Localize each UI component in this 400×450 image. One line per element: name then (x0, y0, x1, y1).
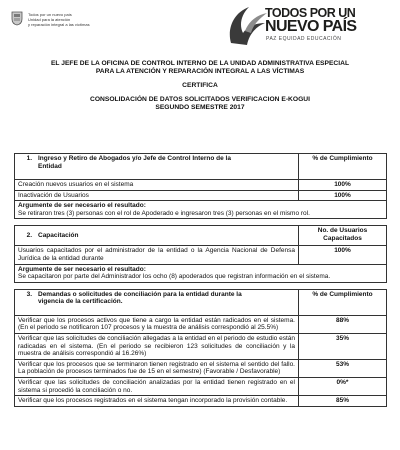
subtitle-line-2: SEGUNDO SEMESTRE 2017 (155, 104, 245, 111)
argument-label: Argumente de ser necesario el resultado: (18, 265, 146, 273)
logo-slogan-top: TODOS POR UN (265, 6, 356, 20)
logo-slogan-main: NUEVO PAÍS (265, 18, 357, 35)
row-text: Verificar que las solicitudes de conciliación allegadas a la entidad en el periodo de estudio están radicadas en el sistema. (En el periodo se recibieron 123 solicitudes de conciliación y la muestra de análisis correspondió al 16.26%) (15, 333, 299, 359)
row-text: Verificar que los procesos registrados en el sistema tengan incorporado la provisión contable. (15, 396, 299, 407)
table-row (15, 333, 387, 359)
argument-cell (15, 201, 387, 219)
title-line-2: PARA LA ATENCIÓN Y REPARACIÓN INTEGRAL A LAS VÍCTIMAS (95, 68, 305, 75)
section-2-argument (15, 264, 387, 282)
row-value: 100% (299, 190, 387, 201)
row-text: Verificar que los procesos que se terminaron tienen registrado en el sistema el sentido del fallo. La población de procesos terminados fue de 15 en el semestre) (Favorable / Desfavorable) (15, 359, 299, 377)
row-value: 35% (299, 333, 387, 359)
row-text: Usuarios capacitados por el administrador de la entidad o la Agencia Nacional de Defensa Jurídica de la entidad durante (15, 246, 299, 264)
table-row (15, 180, 387, 191)
document-header (0, 0, 400, 52)
row-text: Verificar que las solicitudes de conciliación analizadas por la entidad tienen registrado en el sistema si procedió la conciliación o no. (15, 377, 299, 395)
table-row (15, 315, 387, 333)
row-value: 100% (299, 246, 387, 264)
section-1-argument (15, 201, 387, 219)
spacer-row (15, 282, 387, 289)
table-row (15, 377, 387, 395)
section-2-title: 2. Capacitación (15, 226, 299, 246)
unit-logo-text: Todos por un nuevo país Unidad para la atención y reparación integral a las víctimas (28, 12, 90, 27)
argument-text: Se capacitaron por parte del Administrador los ocho (8) apoderados que registran información en el sistema. (18, 273, 331, 281)
title-line-1: EL JEFE DE LA OFICINA DE CONTROL INTERNO DE LA UNIDAD ADMINISTRATIVA ESPECIAL (50, 60, 350, 67)
subtitle-line-1: CONSOLIDACIÓN DE DATOS SOLICITADOS VERIFICACION E-KOGUI (90, 96, 310, 103)
argument-text: Se retiraron tres (3) personas con el rol de Apoderado e ingresaron tres (3) personas en el mismo rol. (18, 209, 310, 217)
row-text: Inactivación de Usuarios (15, 190, 299, 201)
certifica-heading: CERTIFICA (182, 82, 218, 89)
section-3-col-header: % de Cumplimiento (299, 289, 387, 315)
section-2-header (15, 226, 387, 246)
verification-table (14, 153, 387, 407)
argument-cell (15, 264, 387, 282)
row-value: 88% (299, 315, 387, 333)
row-value: 100% (299, 180, 387, 191)
argument-label: Argumente de ser necesario el resultado: (18, 202, 146, 210)
nuevo-pais-logo (225, 3, 365, 47)
unit-logo (10, 10, 110, 32)
row-value: 53% (299, 359, 387, 377)
spacer-row (15, 219, 387, 226)
section-2-col-header: No. de Usuarios Capacitados (299, 226, 387, 246)
section-1-col-header: % de Cumplimiento (299, 154, 387, 180)
table-row (15, 246, 387, 264)
table-row (15, 359, 387, 377)
section-1-header (15, 154, 387, 180)
row-text: Verificar que los procesos activos que tiene a cargo la entidad están radicados en el sistema. (En el periodo se notificaron 107 procesos y la muestra de análisis correspondió al 25.5%) (15, 315, 299, 333)
section-3-title: 3. Demandas o solicitudes de conciliación para la entidad durante la vigencia de la certificación. (15, 289, 299, 315)
row-value: 85% (299, 396, 387, 407)
coat-of-arms-icon (10, 10, 24, 26)
section-3-header (15, 289, 387, 315)
section-1-title: 1. Ingreso y Retiro de Abogados y/o Jefe de Control Interno de la Entidad (15, 154, 299, 180)
row-text: Creación nuevos usuarios en el sistema (15, 180, 299, 191)
table-row (15, 190, 387, 201)
logo-slogan-sub: PAZ EQUIDAD EDUCACIÓN (266, 36, 342, 42)
row-value: 0%* (299, 377, 387, 395)
table-row (15, 396, 387, 407)
